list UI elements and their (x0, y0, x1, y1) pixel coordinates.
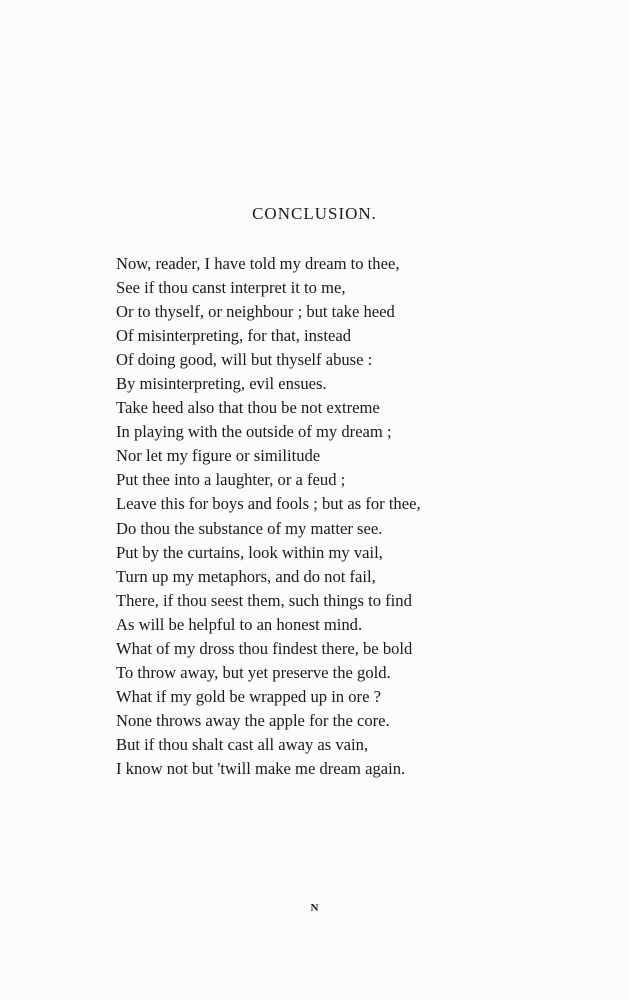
poem-line: What if my gold be wrapped up in ore ? (116, 686, 381, 706)
poem-line: Leave this for boys and fools ; but as for thee, (116, 494, 421, 514)
poem-line: Put thee into a laughter, or a feud ; (116, 470, 346, 490)
poem-line: In playing with the outside of my dream ; (116, 422, 392, 442)
poem-line: By misinterpreting, evil ensues. (116, 374, 327, 394)
poem-line: See if thou canst interpret it to me, (116, 278, 346, 298)
poem-line: There, if thou seest them, such things to find (116, 590, 412, 610)
poem-line: None throws away the apple for the core. (116, 710, 390, 730)
poem-line: Of misinterpreting, for that, instead (116, 326, 352, 346)
poem-line: I know not but 'twill make me dream again. (116, 758, 406, 778)
poem-line: Or to thyself, or neighbour ; but take heed (116, 302, 395, 322)
poem-line: Now, reader, I have told my dream to thee, (116, 254, 400, 273)
poem-line: Of doing good, will but thyself abuse : (116, 350, 373, 370)
poem-line: Do thou the substance of my matter see. (116, 518, 383, 538)
poem-line: As will be helpful to an honest mind. (116, 614, 363, 634)
poem-line: What of my dross thou findest there, be bold (116, 638, 413, 658)
signature-mark: N (310, 902, 319, 914)
poem-line: Put by the curtains, look within my vail, (116, 542, 383, 562)
poem-line: Nor let my figure or similitude (116, 446, 321, 466)
poem-line: Take heed also that thou be not extreme (116, 398, 380, 418)
page-heading: CONCLUSION. (252, 204, 377, 223)
poem (116, 252, 421, 781)
poem-line: But if thou shalt cast all away as vain, (116, 734, 369, 754)
poem-line: To throw away, but yet preserve the gold. (116, 662, 391, 682)
poem-line: Turn up my metaphors, and do not fail, (116, 566, 376, 586)
